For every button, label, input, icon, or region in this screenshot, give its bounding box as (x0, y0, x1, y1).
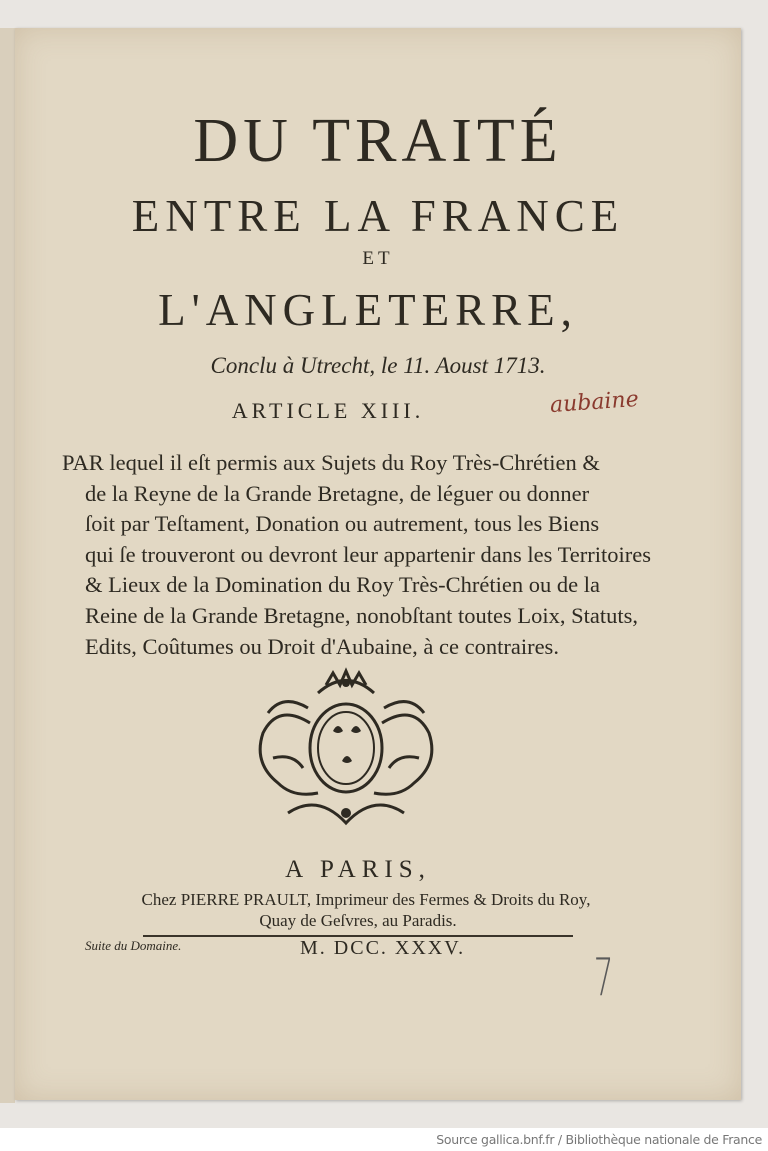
previous-page-edge (0, 28, 15, 1103)
handwritten-number: 7 (593, 948, 614, 1008)
series-note: Suite du Domaine. (85, 938, 182, 953)
subtitle-line-1: ENTRE LA FRANCE (131, 191, 625, 241)
concluded-line: Conclu à Utrecht, le 11. Aoust 1713. (210, 353, 546, 378)
paragraph-line: PAR lequel il eſt permis aux Sujets du Roy Très-Chrétien & (62, 450, 600, 475)
handwritten-margin-note: aubaine (549, 386, 640, 419)
imprint-city: A PARIS, (285, 856, 431, 883)
publication-year: M. DCC. XXXV. (300, 937, 466, 959)
article-heading: ARTICLE XIII. (231, 398, 425, 423)
subtitle-line-3: L'ANGLETERRE, (158, 285, 578, 335)
paragraph-line: Reine de la Grande Bretagne, nonobſtant toutes Loix, Statuts, (85, 602, 638, 628)
paragraph-line: qui ſe trouveront ou devront leur appartenir dans les Territoires (85, 541, 651, 567)
title: DU TRAITÉ (193, 107, 563, 175)
paragraph-line: & Lieux de la Domination du Roy Très-Chrétien ou de la (85, 572, 600, 598)
royal-arms-emblem-icon (248, 663, 444, 833)
subtitle-line-2: ET (362, 248, 394, 269)
paragraph-line: Edits, Coûtumes ou Droit d'Aubaine, à ce contraires. (85, 633, 559, 659)
document-page (15, 28, 741, 1100)
imprint-address: Quay de Geſvres, au Paradis. (259, 911, 457, 930)
imprint-printer: Chez PIERRE PRAULT, Imprimeur des Fermes & Droits du Roy, (141, 890, 591, 909)
paragraph-line: de la Reyne de la Grande Bretagne, de léguer ou donner (85, 480, 590, 506)
source-credit: Source gallica.bnf.fr / Bibliothèque nationale de France (436, 1132, 762, 1147)
article-paragraph (62, 448, 692, 662)
paragraph-line: ſoit par Teſtament, Donation ou autrement, tous les Biens (85, 511, 600, 537)
